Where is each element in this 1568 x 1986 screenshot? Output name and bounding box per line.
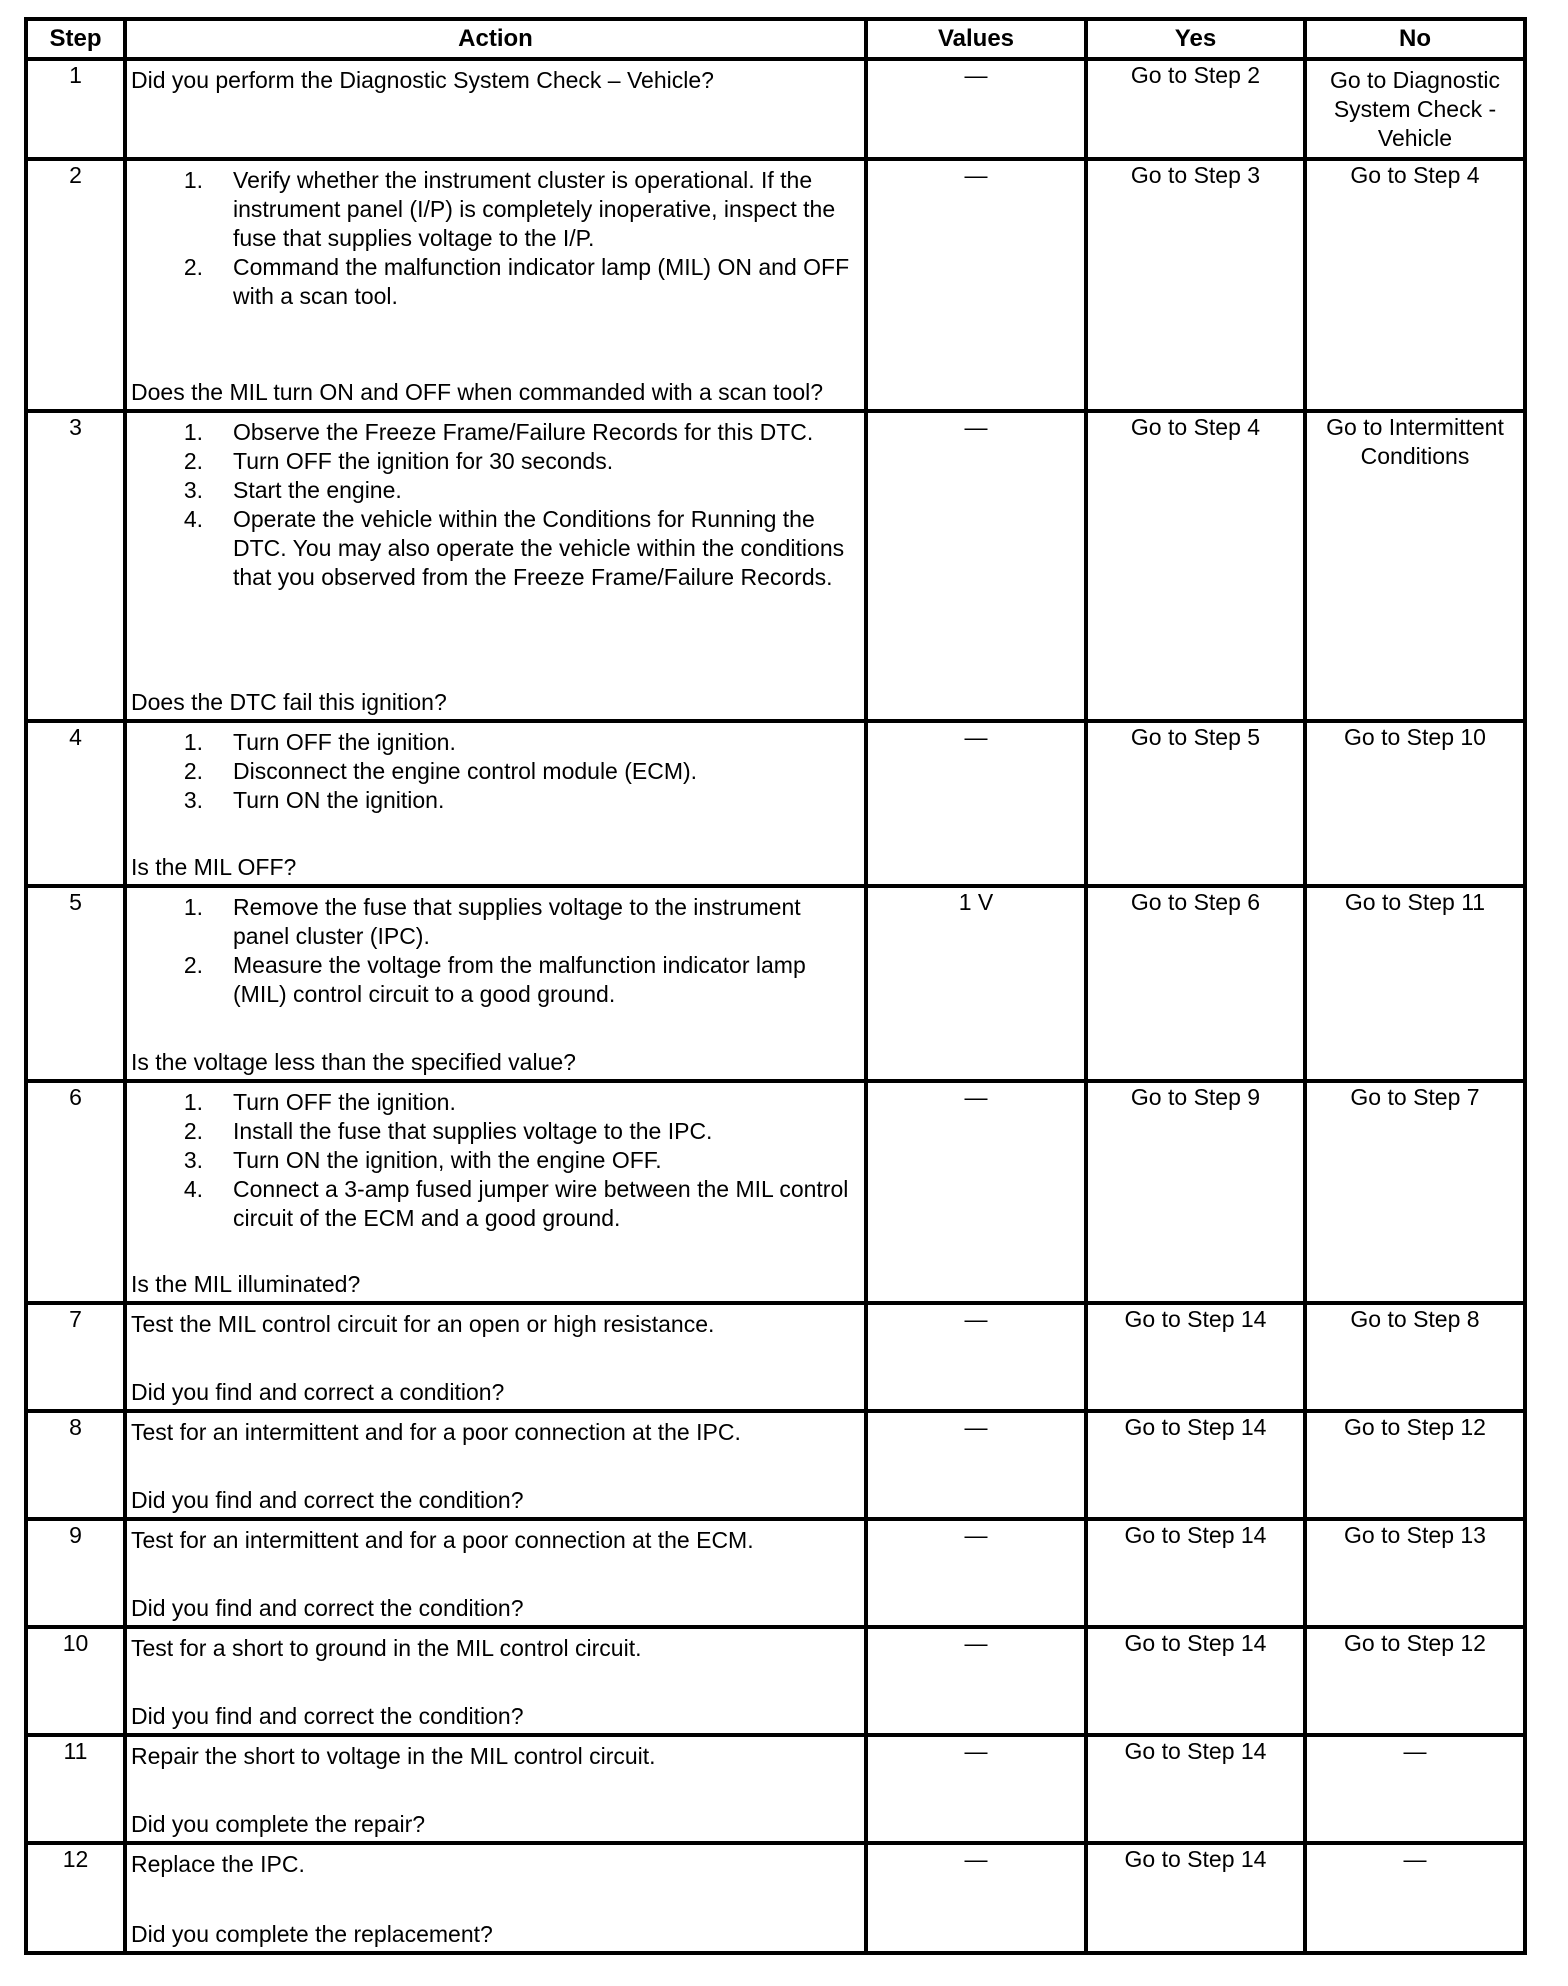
header-step: Step: [26, 19, 125, 59]
action-cell: [125, 59, 866, 159]
list-item: [131, 1146, 860, 1175]
yes-cell: [1086, 411, 1305, 721]
no-cell: [1305, 886, 1525, 1081]
yes-cell: [1086, 1519, 1305, 1627]
no-target: Go to Step 12: [1344, 1630, 1486, 1656]
no-target: Go to Intermittent Conditions: [1326, 414, 1504, 469]
value-cell: —: [866, 1411, 1086, 1519]
table-row: [26, 1519, 1525, 1627]
action-body: [131, 1418, 860, 1447]
table-row: [26, 1411, 1525, 1519]
table-row: [26, 1735, 1525, 1843]
yes-target: Go to Step 9: [1130, 1084, 1261, 1110]
action-question: Did you find and correct the condition?: [131, 1487, 524, 1513]
list-item: [131, 951, 860, 1009]
substep-text: Operate the vehicle within the Conditions for Running the DTC. You may also operate the vehicle within the conditions that you observed from the Freeze Frame/Failure Records.: [233, 506, 845, 590]
value-cell: —: [866, 159, 1086, 411]
no-target: Go to Step 11: [1344, 889, 1486, 915]
step-number: 9: [26, 1519, 125, 1627]
action-instruction: Test for a short to ground in the MIL control circuit.: [131, 1635, 642, 1661]
action-question: Is the voltage less than the specified value?: [131, 1049, 576, 1075]
action-instruction: Did you perform the Diagnostic System Check – Vehicle?: [131, 67, 714, 93]
action-cell: [125, 1735, 866, 1843]
substep-number: 1.: [183, 729, 203, 755]
yes-target: Go to Step 5: [1130, 724, 1261, 750]
value-cell: —: [866, 1303, 1086, 1411]
no-cell: [1305, 1735, 1525, 1843]
action-question: Does the MIL turn ON and OFF when commanded with a scan tool?: [131, 379, 824, 405]
header-values: Values: [866, 19, 1086, 59]
no-cell: [1305, 1627, 1525, 1735]
step-number: 8: [26, 1411, 125, 1519]
table-row: [26, 1627, 1525, 1735]
step-number: 2: [26, 159, 125, 411]
value-cell: —: [866, 1843, 1086, 1953]
yes-cell: [1086, 1843, 1305, 1953]
action-cell: [125, 411, 866, 721]
action-body: [131, 893, 860, 1009]
yes-target: Go to Step 14: [1124, 1738, 1267, 1764]
substep-text: Turn OFF the ignition for 30 seconds.: [233, 448, 614, 474]
table-row: [26, 1303, 1525, 1411]
action-body: [131, 66, 860, 95]
yes-target: Go to Step 14: [1124, 1522, 1267, 1548]
action-question: Did you find and correct the condition?: [131, 1595, 524, 1621]
substep-text: Remove the fuse that supplies voltage to the instrument panel cluster (IPC).: [233, 894, 801, 949]
value-cell: —: [866, 721, 1086, 886]
substep-list: [131, 1088, 860, 1233]
yes-target: Go to Step 14: [1124, 1306, 1267, 1332]
no-cell: [1305, 1303, 1525, 1411]
action-body: [131, 1310, 860, 1339]
action-cell: [125, 721, 866, 886]
action-cell: [125, 1627, 866, 1735]
substep-number: 2.: [183, 758, 203, 784]
list-item: [131, 728, 860, 757]
no-cell: [1305, 1411, 1525, 1519]
substep-number: 1.: [183, 419, 203, 445]
substep-text: Install the fuse that supplies voltage to the IPC.: [233, 1118, 713, 1144]
no-target: Go to Step 12: [1344, 1414, 1486, 1440]
yes-target: Go to Step 14: [1124, 1630, 1267, 1656]
table-row: [26, 159, 1525, 411]
substep-text: Connect a 3-amp fused jumper wire between the MIL control circuit of the ECM and a good ground.: [233, 1176, 849, 1231]
substep-text: Turn ON the ignition.: [233, 787, 445, 813]
value-cell: —: [866, 1081, 1086, 1303]
action-cell: [125, 1411, 866, 1519]
no-target: —: [1403, 1738, 1427, 1764]
action-question: Is the MIL illuminated?: [131, 1271, 361, 1297]
list-item: [131, 757, 860, 786]
diagnostic-table: [24, 17, 1527, 1955]
action-body: [131, 1742, 860, 1771]
yes-target: Go to Step 14: [1124, 1414, 1267, 1440]
list-item: [131, 476, 860, 505]
step-number: 11: [26, 1735, 125, 1843]
list-item: [131, 166, 860, 253]
step-number: 1: [26, 59, 125, 159]
no-cell: [1305, 411, 1525, 721]
header-yes: Yes: [1086, 19, 1305, 59]
value-cell: —: [866, 1519, 1086, 1627]
action-instruction: Replace the IPC.: [131, 1851, 305, 1877]
list-item: [131, 1175, 860, 1233]
substep-text: Turn OFF the ignition.: [233, 1089, 456, 1115]
value-cell: 1 V: [866, 886, 1086, 1081]
action-instruction: Test for an intermittent and for a poor connection at the ECM.: [131, 1527, 754, 1553]
no-cell: [1305, 721, 1525, 886]
action-question: Did you find and correct a condition?: [131, 1379, 505, 1405]
no-cell: [1305, 59, 1525, 159]
list-item: [131, 786, 860, 815]
action-body: [131, 728, 860, 815]
no-target: Go to Step 4: [1350, 162, 1480, 188]
value-cell: —: [866, 59, 1086, 159]
action-cell: [125, 886, 866, 1081]
substep-number: 2.: [183, 448, 203, 474]
value-cell: —: [866, 411, 1086, 721]
action-instruction: Repair the short to voltage in the MIL control circuit.: [131, 1743, 656, 1769]
action-question: Does the DTC fail this ignition?: [131, 689, 447, 715]
action-instruction: Test for an intermittent and for a poor connection at the IPC.: [131, 1419, 741, 1445]
table-row: [26, 886, 1525, 1081]
substep-number: 1.: [183, 894, 203, 920]
action-body: [131, 1634, 860, 1663]
step-number: 7: [26, 1303, 125, 1411]
yes-cell: [1086, 1081, 1305, 1303]
action-body: [131, 418, 860, 592]
substep-number: 1.: [183, 167, 203, 193]
table-row: [26, 721, 1525, 886]
header-row: [26, 19, 1525, 59]
substep-number: 4.: [183, 506, 203, 532]
substep-list: [131, 893, 860, 1009]
action-cell: [125, 1303, 866, 1411]
value-cell: —: [866, 1735, 1086, 1843]
step-number: 3: [26, 411, 125, 721]
yes-target: Go to Step 6: [1130, 889, 1261, 915]
substep-number: 3.: [183, 477, 203, 503]
step-number: 4: [26, 721, 125, 886]
yes-cell: [1086, 886, 1305, 1081]
table-row: [26, 411, 1525, 721]
yes-target: Go to Step 4: [1130, 414, 1261, 440]
action-question: Did you complete the replacement?: [131, 1921, 493, 1947]
no-target: Go to Step 13: [1344, 1522, 1486, 1548]
list-item: [131, 253, 860, 311]
action-instruction: Test the MIL control circuit for an open or high resistance.: [131, 1311, 715, 1337]
header-action: Action: [125, 19, 866, 59]
yes-cell: [1086, 1627, 1305, 1735]
table-row: [26, 1081, 1525, 1303]
step-number: 12: [26, 1843, 125, 1953]
no-cell: [1305, 1843, 1525, 1953]
substep-list: [131, 728, 860, 815]
no-cell: [1305, 1519, 1525, 1627]
no-target: Go to Step 8: [1350, 1306, 1480, 1332]
substep-text: Turn OFF the ignition.: [233, 729, 456, 755]
yes-cell: [1086, 1735, 1305, 1843]
no-target: Go to Diagnostic System Check - Vehicle: [1329, 66, 1501, 151]
substep-number: 2.: [183, 1118, 203, 1144]
list-item: [131, 893, 860, 951]
substep-text: Command the malfunction indicator lamp (MIL) ON and OFF with a scan tool.: [233, 254, 850, 309]
no-target: —: [1403, 1846, 1427, 1872]
yes-target: Go to Step 14: [1124, 1846, 1267, 1872]
action-cell: [125, 1081, 866, 1303]
substep-text: Turn ON the ignition, with the engine OFF.: [233, 1147, 662, 1173]
action-question: Is the MIL OFF?: [131, 854, 297, 880]
action-question: Did you find and correct the condition?: [131, 1703, 524, 1729]
value-cell: —: [866, 1627, 1086, 1735]
table-row: [26, 1843, 1525, 1953]
list-item: [131, 447, 860, 476]
substep-number: 2.: [183, 952, 203, 978]
list-item: [131, 1088, 860, 1117]
yes-cell: [1086, 159, 1305, 411]
list-item: [131, 418, 860, 447]
substep-number: 2.: [183, 254, 203, 280]
step-number: 10: [26, 1627, 125, 1735]
yes-target: Go to Step 2: [1130, 62, 1261, 88]
substep-number: 4.: [183, 1176, 203, 1202]
substep-text: Verify whether the instrument cluster is operational. If the instrument panel (I/P) is completely inoperative, inspect the fuse that supplies voltage to the I/P.: [233, 167, 836, 251]
no-cell: [1305, 1081, 1525, 1303]
substep-text: Disconnect the engine control module (ECM).: [233, 758, 698, 784]
substep-list: [131, 166, 860, 311]
action-body: [131, 1526, 860, 1555]
no-cell: [1305, 159, 1525, 411]
action-cell: [125, 1519, 866, 1627]
action-question: Did you complete the repair?: [131, 1811, 426, 1837]
table-row: [26, 59, 1525, 159]
yes-target: Go to Step 3: [1130, 162, 1261, 188]
yes-cell: [1086, 721, 1305, 886]
substep-number: 3.: [183, 787, 203, 813]
yes-cell: [1086, 1411, 1305, 1519]
action-body: [131, 1850, 860, 1879]
step-number: 5: [26, 886, 125, 1081]
no-target: Go to Step 10: [1344, 724, 1486, 750]
yes-cell: [1086, 59, 1305, 159]
substep-number: 3.: [183, 1147, 203, 1173]
substep-number: 1.: [183, 1089, 203, 1115]
yes-cell: [1086, 1303, 1305, 1411]
list-item: [131, 1117, 860, 1146]
no-target: Go to Step 7: [1350, 1084, 1480, 1110]
action-cell: [125, 159, 866, 411]
substep-text: Start the engine.: [233, 477, 402, 503]
substep-text: Measure the voltage from the malfunction indicator lamp (MIL) control circuit to a good ground.: [233, 952, 806, 1007]
substep-text: Observe the Freeze Frame/Failure Records for this DTC.: [233, 419, 814, 445]
list-item: [131, 505, 860, 592]
action-body: [131, 166, 860, 311]
action-body: [131, 1088, 860, 1233]
action-cell: [125, 1843, 866, 1953]
step-number: 6: [26, 1081, 125, 1303]
header-no: No: [1305, 19, 1525, 59]
substep-list: [131, 418, 860, 592]
